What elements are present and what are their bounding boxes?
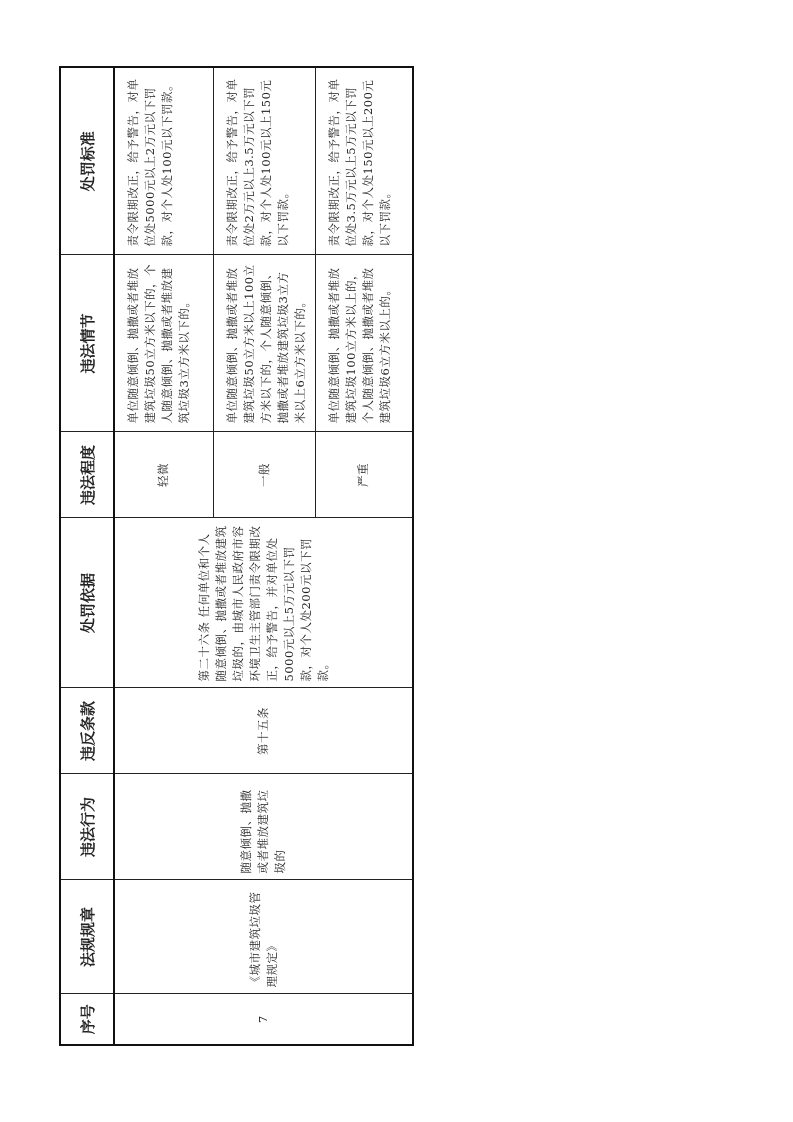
header-circumstance: 违法情节 [60, 255, 114, 432]
table-row [114, 67, 213, 1045]
circumstance-minor-text: 单位随意倾倒、抛撒或者堆放建筑垃圾50立方米以下的，个人随意倾倒、抛撒或者堆放建筑垃圾3立方米以下的。 [126, 263, 191, 424]
cell-regulation [114, 880, 413, 994]
cell-circumstance-severe [315, 255, 413, 432]
standard-minor-text: 责令限期改正，给予警告，对单位处5000元以上2万元以下罚款，对个人处100元以下罚款。 [126, 78, 174, 247]
basis-text: 第二十六条 任何单位和个人随意倾倒、抛撒或者堆放建筑垃圾的，由城市人民政府市容环境卫生主管部门责令限期改正，给予警告，并对单位处5000元以上5万元以下罚款，对个人处200元以下罚款。 [196, 525, 330, 682]
cell-standard-severe [315, 67, 413, 255]
circumstance-severe-text: 单位随意倾倒、抛撒或者堆放建筑垃圾100立方米以上的，个人随意倾倒、抛撒或者堆放建筑垃圾6立方米以上的。 [326, 267, 392, 424]
standard-general-text: 责令限期改正，给予警告，对单位处2万元以上3.5万元以下罚款，对个人处100元以上150元以下罚款。 [224, 78, 290, 247]
rotated-table-container [59, 68, 406, 1046]
table-header-row [60, 67, 114, 1045]
header-behavior: 违法行为 [60, 774, 114, 880]
header-basis: 处罚依据 [60, 518, 114, 688]
behavior-text: 随意倾倒、抛撒或者堆放建筑垃圾的 [239, 789, 287, 874]
header-article: 违反条款 [60, 688, 114, 774]
header-regulation: 法规规章 [60, 880, 114, 994]
cell-standard-minor [114, 67, 213, 255]
cell-standard-general [213, 67, 315, 255]
circumstance-general-text: 单位随意倾倒、抛撒或者堆放建筑垃圾50立方米以上100立方米以下的，个人随意倾倒、抛撒或者堆放建筑垃圾3立方米以上6立方米以下的。 [224, 264, 307, 424]
cell-circumstance-general [213, 255, 315, 432]
cell-degree-severe: 严重 [315, 432, 413, 518]
header-standard: 处罚标准 [60, 67, 114, 255]
penalty-standard-table [59, 66, 414, 1046]
cell-degree-minor: 轻微 [114, 432, 213, 518]
cell-index: 7 [114, 994, 413, 1045]
header-index: 序号 [60, 994, 114, 1045]
cell-basis [114, 518, 413, 688]
regulation-text: 《城市建筑垃圾管理规定》 [247, 891, 279, 988]
cell-behavior [114, 774, 413, 880]
standard-severe-text: 责令限期改正，给予警告，对单位处3.5万元以上5万元以下罚款，对个人处150元以上200元以下罚款。 [326, 78, 392, 247]
cell-degree-general: 一般 [213, 432, 315, 518]
header-degree: 违法程度 [60, 432, 114, 518]
cell-article: 第十五条 [114, 688, 413, 774]
cell-circumstance-minor [114, 255, 213, 432]
